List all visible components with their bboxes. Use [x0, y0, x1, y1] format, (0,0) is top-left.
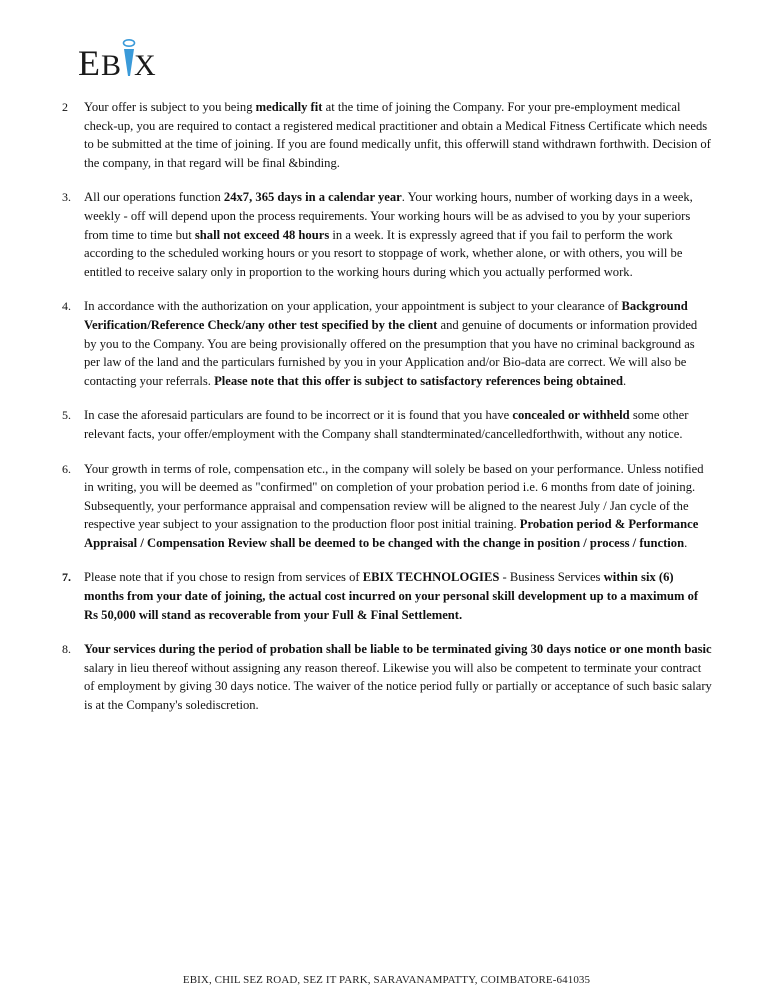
clause-item	[62, 297, 712, 390]
logo-letter-e: E	[78, 43, 101, 83]
clause-text-bold: 24x7, 365 days in a calendar year	[223, 190, 402, 205]
clause-text	[84, 642, 712, 712]
clause-number: 4.	[62, 299, 71, 314]
clause-text-run: - Business Services	[499, 570, 604, 585]
clause-text-run: salary in lieu thereof without assigning any reason thereof. Likewise you will also be competent to terminate your contract of employment by giving 30 days notice. The waiver of the notice period fully or partially or acceptance of such basic salary is at the Company's solediscretion.	[84, 660, 712, 713]
clause-item	[62, 568, 712, 624]
clause-text-bold: medically fit	[255, 100, 323, 114]
clause-text-run: some other relevant facts, your offer/employment with the Company shall standterminated/cancelledforthwith, without any notice.	[84, 408, 689, 441]
clause-text-bold: Your services during the period of probation shall be liable to be terminated giving 30 days notice or one month basic	[84, 642, 712, 657]
clause-text-run: in a week. It is expressly agreed that if you fail to perform the work according to the scheduled working hours or you resort to stoppage of work, whether alone, or with others, you will be entitled to receive salary only in proportion to the working hours during which you actually performed work.	[84, 227, 683, 279]
offer-clauses-list	[62, 98, 712, 731]
clause-text-run: All our operations function	[84, 190, 224, 205]
clause-text-run: and genuine of documents or information provided by you to the Company. You are being provisionally offered on the presumption that you have no criminal background as per law of the land and the particulars furnished by you in your Application and/or Bio-data are correct. We will also be contacting your referrals.	[84, 317, 698, 388]
ebix-logo	[78, 38, 158, 82]
logo-letter-x: X	[134, 49, 157, 82]
clause-number: 6.	[62, 461, 71, 476]
clause-text-run: Your growth in terms of role, compensation etc., in the company will solely be based on your performance. Unless notified in writing, you will be deemed as "confirmed" on completion of your probation period i.e. 6 months from date of joining. Subsequently, your performance appraisal and compensation review will be aligned to the nearest July / Jan cycle of the respective year subject to your assignation to the production floor post initial training.	[84, 461, 704, 532]
clause-text	[84, 100, 711, 170]
clause-text-bold: within six (6) months from your date of joining, the actual cost incurred on your personal skill development up to a maximum of Rs 50,000 will stand as recoverable from your Full & Final Settlement.	[84, 570, 699, 622]
clause-text-run: Your offer is subject to you being	[84, 100, 256, 114]
clause-text	[84, 408, 688, 441]
clause-text-run: Please note that if you chose to resign from services of	[84, 570, 363, 585]
clause-text-bold: EBIX TECHNOLOGIES	[362, 570, 500, 585]
clause-text	[84, 190, 693, 278]
clause-text	[84, 462, 704, 550]
clause-number: 8.	[62, 642, 71, 657]
clause-text-bold: Please note that this offer is subject to satisfactory references being obtained	[214, 373, 623, 388]
clause-item	[62, 460, 712, 553]
clause-text-bold: Background Verification/Reference Check/any other test specified by the client	[84, 299, 688, 332]
ebix-i-torch-icon	[122, 38, 136, 78]
clause-text-bold: concealed or withheld	[512, 408, 630, 423]
logo-wordmark	[78, 43, 157, 83]
clause-text-run: .	[622, 373, 627, 388]
clause-item	[62, 188, 712, 281]
clause-text-run: In case the aforesaid particulars are found to be incorrect or it is found that you have	[84, 408, 513, 423]
clause-text	[84, 570, 698, 621]
footer-address: EBIX, CHIL SEZ ROAD, SEZ IT PARK, SARAVANAMPATTY, COIMBATORE-641035	[182, 974, 591, 986]
clause-item	[62, 406, 712, 443]
clause-text	[84, 299, 697, 387]
clause-text-run: .	[684, 535, 688, 550]
clause-item	[62, 640, 712, 714]
clause-text-bold: shall not exceed 48 hours	[194, 227, 330, 242]
clause-text-run: In accordance with the authorization on your application, your appointment is subject to your clearance of	[84, 299, 622, 314]
clause-number: 7.	[62, 570, 71, 585]
clause-number: 2	[62, 100, 68, 114]
clause-text-bold: Probation period & Performance Appraisal / Compensation Review shall be deemed to be changed with the change in position / process / function	[84, 517, 699, 550]
logo-letter-b: B	[101, 49, 123, 82]
clause-text-run: at the time of joining the Company. For your pre-employment medical check-up, you are required to contact a registered medical practitioner and obtain a Medical Fitness Certificate which needs to be submitted at the time of joining. If you are found medically unfit, this offerwill stand withdrawn forthwith. Decision of the company, in that regard will be final &binding.	[84, 100, 711, 170]
clause-text-run: . Your working hours, number of working days in a week, weekly - off will depend upon the process requirements. Your working hours will be as advised to you by your superiors from time to time but	[84, 190, 693, 242]
clause-item	[62, 98, 712, 172]
clause-number: 3.	[62, 190, 71, 205]
clause-number: 5.	[62, 408, 71, 423]
